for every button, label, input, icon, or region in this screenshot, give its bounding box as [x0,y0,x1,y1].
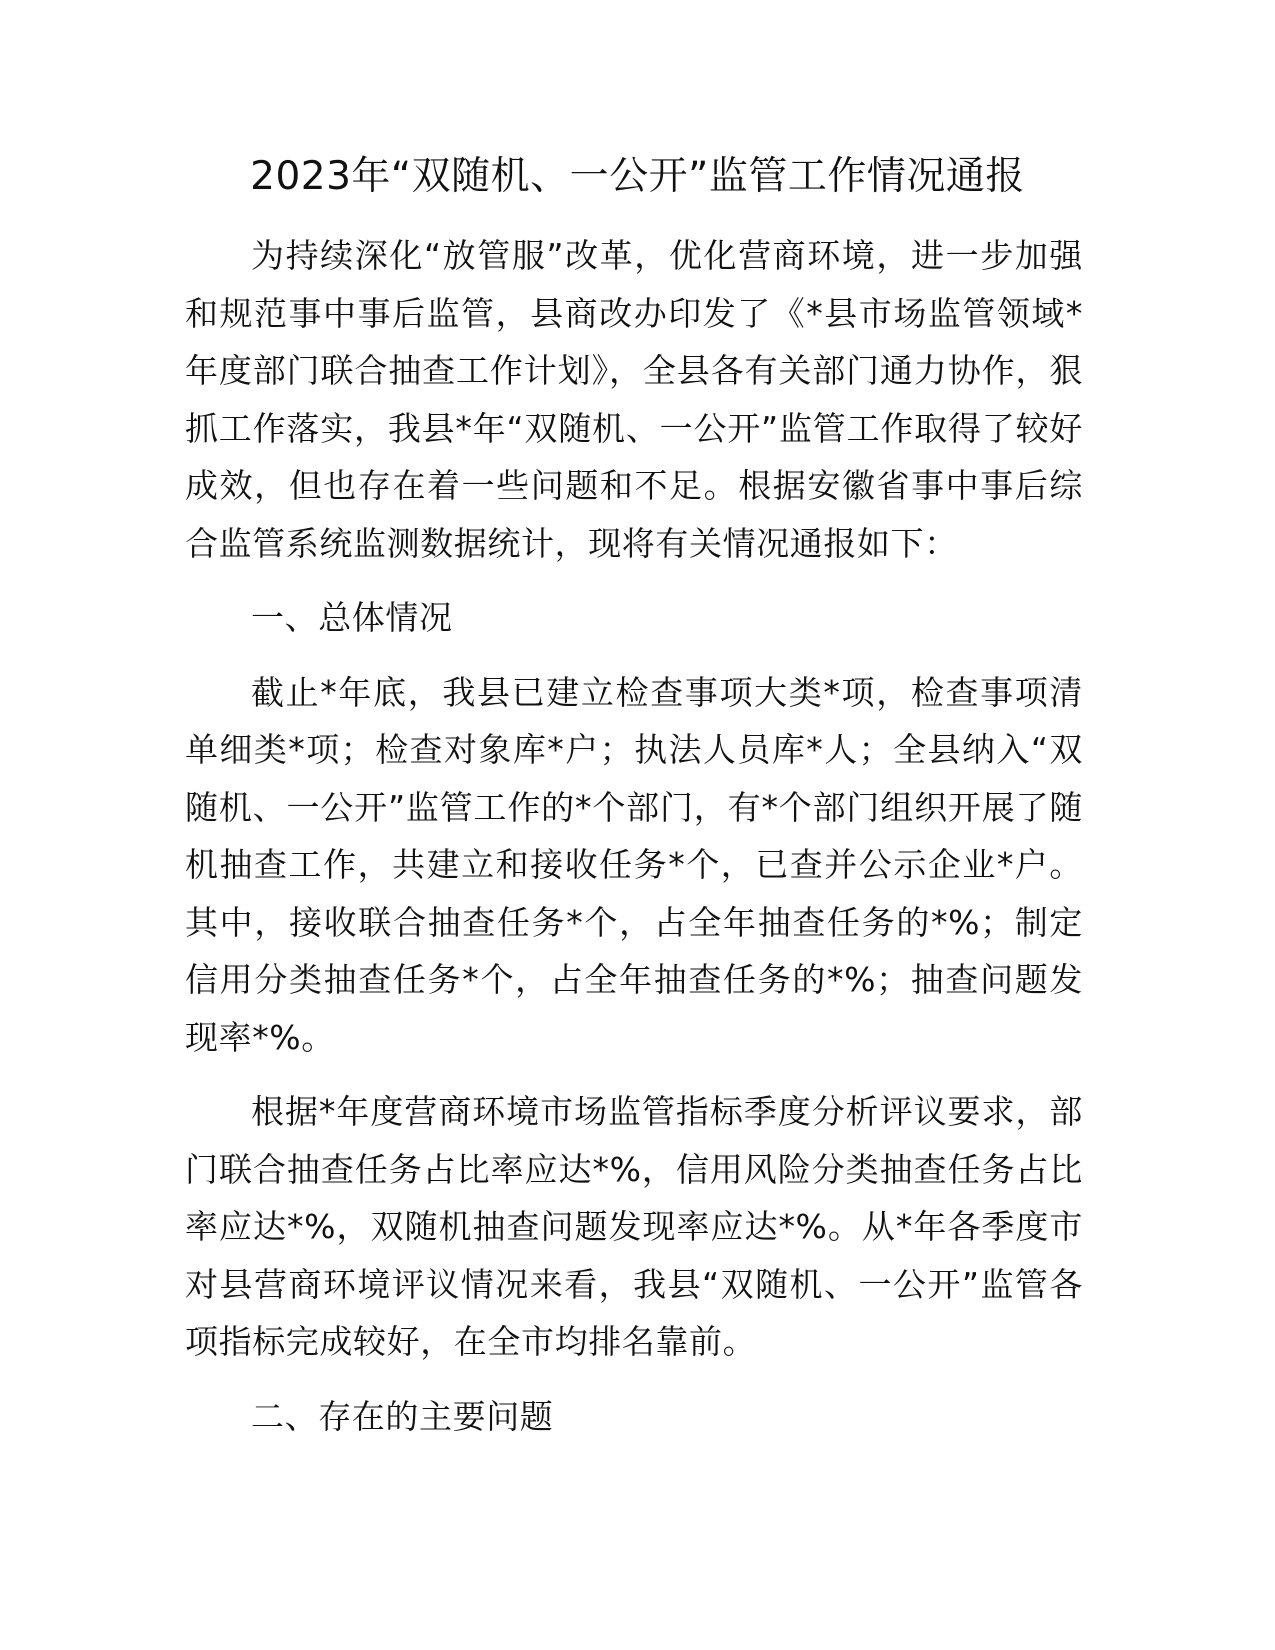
section-heading-problems: 二、存在的主要问题 [251,1396,554,1436]
document-body [185,227,1083,1462]
evaluation-paragraph: 根据*年度营商环境市场监管指标季度分析评议要求，部门联合抽查任务占比率应达*%，信用风险分类抽查任务占比率应达*%，双随机抽查问题发现率应达*%。从*年各季度市对县营商环境评议情况来看，我县“双随机、一公开”监管各项指标完成较好，在全市均排名靠前。 [185,1092,1083,1361]
intro-paragraph: 为持续深化“放管服”改革，优化营商环境，进一步加强和规范事中事后监管，县商改办印发了《*县市场监管领域*年度部门联合抽查工作计划》，全县各有关部门通力协作，狠抓工作落实，我县*年“双随机、一公开”监管工作取得了较好成效，但也存在着一些问题和不足。根据安徽省事中事后综合监管系统监测数据统计，现将有关情况通报如下： [185,236,1083,563]
section-heading-overall: 一、总体情况 [251,598,453,637]
overall-paragraph: 截止*年底，我县已建立检查事项大类*项，检查事项清单细类*项；检查对象库*户；执法人员库*人；全县纳入“双随机、一公开”监管工作的*个部门，有*个部门组织开展了随机抽查工作，共建立和接收任务*个，已查并公示企业*户。其中，接收联合抽查任务*个，占全年抽查任务的*%；制定信用分类抽查任务*个，占全年抽查任务的*%；抽查问题发现率*%。 [185,672,1083,1057]
document-title: 2023年“双随机、一公开”监管工作情况通报 [250,154,1025,199]
